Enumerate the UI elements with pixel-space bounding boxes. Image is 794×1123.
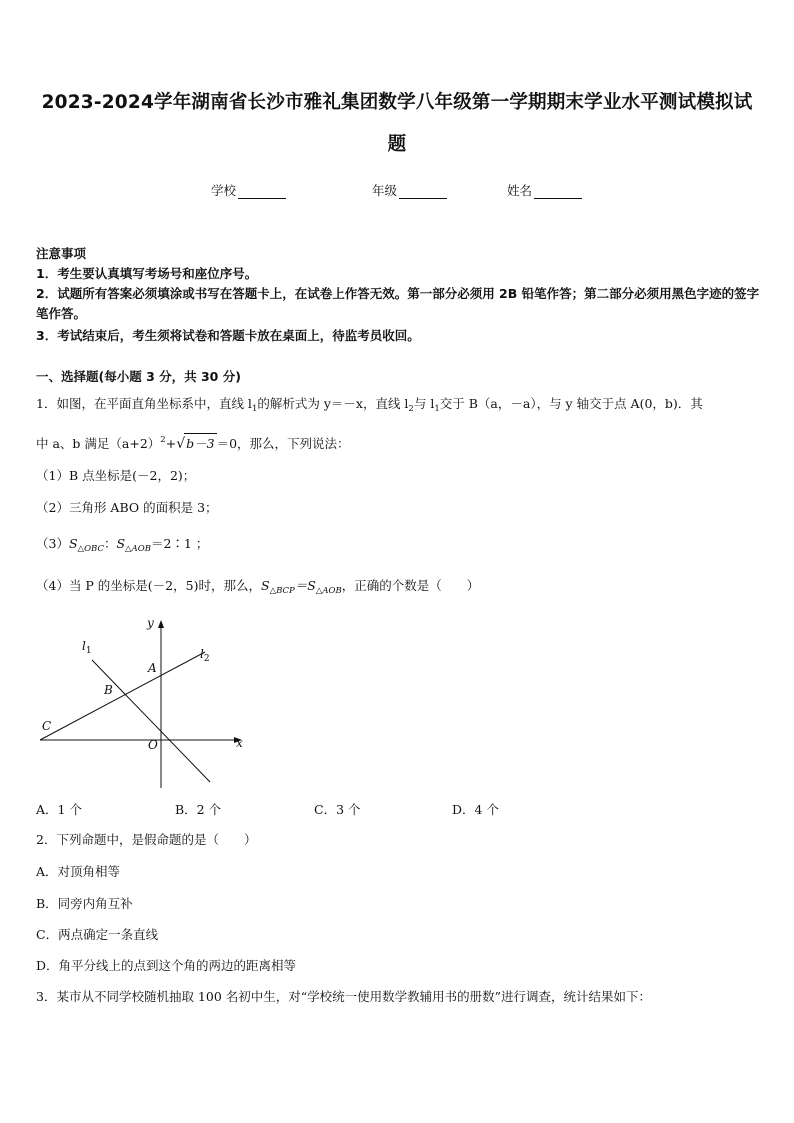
q2-stem: 2．下列命题中，是假命题的是（ ） — [36, 832, 257, 847]
q1-s4-suffix: ，正确的个数是（ ） — [341, 578, 480, 593]
notice-heading: 注意事项 — [36, 246, 87, 261]
q1-sub-2: 2 — [408, 404, 414, 414]
notice-item-2: 2．试题所有答案必须填涂或书写在答题卡上，在试卷上作答无效。第一部分必须用 2B 铅笔作答；第二部分必须用黑色字迹的签字笔作答。 — [36, 286, 760, 321]
q1-coordinate-figure — [30, 612, 260, 792]
section-heading: 一、选择题(每小题 3 分，共 30 分) — [36, 369, 241, 384]
q1-text-f: ＝0，那么，下列说法： — [216, 436, 350, 451]
q1-s3-s2: S — [116, 536, 126, 551]
grade-field[interactable] — [372, 181, 447, 199]
q1-s3-sub2: △AOB — [125, 544, 151, 554]
label-origin: O — [148, 738, 158, 752]
q1-s3-sub1: △OBC — [77, 544, 104, 554]
name-label: 姓名 — [507, 183, 533, 198]
sqrt-icon: √ — [176, 436, 186, 452]
q1-stem-line1 — [36, 394, 703, 419]
line-l2 — [40, 652, 205, 740]
label-l1 — [82, 639, 92, 656]
label-l1-letter: l — [82, 639, 86, 653]
notice-item-1: 1．考生要认真填写考场号和座位序号。 — [36, 266, 258, 281]
q1-text-e: 中 a、b 满足（a+2） — [36, 436, 161, 451]
q3-stem: 3．某市从不同学校随机抽取 100 名初中生，对“学校统一使用数学教辅用书的册数”进行调查，统计结果如下： — [36, 989, 652, 1004]
y-axis-arrow-icon — [158, 620, 164, 628]
q1-s3-s1: S — [68, 536, 78, 551]
grade-label: 年级 — [372, 183, 398, 198]
label-l2-letter: l — [200, 647, 204, 661]
q1-sqrt-radicand: b－3 — [184, 433, 216, 454]
grade-blank[interactable] — [399, 184, 447, 199]
q1-text-d: 交于 B（a，－a），与 y 轴交于点 A(0，b)．其 — [439, 396, 703, 411]
label-x: x — [236, 736, 243, 750]
q1-s4-eq: ＝S — [294, 578, 316, 593]
q2-option-a[interactable]: A．对顶角相等 — [36, 864, 121, 879]
q1-stem-line2 — [36, 430, 350, 454]
label-y: y — [147, 616, 154, 630]
label-c: C — [42, 719, 52, 733]
line-l1 — [92, 660, 210, 782]
q2-option-d[interactable]: D．角平分线上的点到这个角的两边的距离相等 — [36, 958, 297, 973]
notice-item-3: 3．考试结束后，考生须将试卷和答题卡放在桌面上，待监考员收回。 — [36, 328, 420, 343]
q1-s3-colon: ： — [103, 536, 117, 551]
school-label: 学校 — [211, 183, 237, 198]
name-field[interactable] — [507, 181, 582, 199]
q1-statement-2: （2）三角形 ABO 的面积是 3； — [36, 500, 218, 515]
q1-option-b[interactable]: B．2 个 — [175, 802, 222, 817]
school-blank[interactable] — [238, 184, 286, 199]
q1-sup-2: 2 — [160, 435, 166, 445]
label-l2-sub: 2 — [203, 654, 210, 664]
q1-option-a[interactable]: A．1 个 — [36, 802, 82, 817]
q1-s3-ratio: ＝2∶1 ； — [150, 536, 209, 551]
q1-s4-prefix: （4）当 P 的坐标是(－2，5)时，那么， — [36, 578, 261, 593]
exam-title-line1: 2023-2024学年湖南省长沙市雅礼集团数学八年级第一学期期末学业水平测试模拟试 — [41, 92, 753, 113]
label-l2 — [200, 647, 210, 664]
q1-text-a: 1．如图，在平面直角坐标系中，直线 l — [36, 396, 252, 411]
name-blank[interactable] — [534, 184, 582, 199]
q1-option-c[interactable]: C．3 个 — [314, 802, 361, 817]
label-b: B — [104, 683, 113, 697]
q2-option-b[interactable]: B．同旁内角互补 — [36, 896, 133, 911]
q1-sub-3: 1 — [434, 404, 440, 414]
q1-sub-1: 1 — [251, 404, 258, 414]
school-field[interactable] — [211, 181, 286, 199]
q1-statement-1: （1）B 点坐标是(－2，2)； — [36, 468, 196, 483]
label-l1-sub: 1 — [85, 646, 92, 656]
q1-option-d[interactable]: D．4 个 — [452, 802, 499, 817]
q1-s4-sub1: △BCP — [269, 586, 295, 596]
q1-statement-4 — [36, 576, 479, 601]
q1-statement-3 — [36, 534, 208, 559]
q1-text-b: 的解析式为 y＝－x，直线 l — [257, 396, 409, 411]
q1-plus: + — [165, 436, 177, 451]
q1-s4-s1: S — [260, 578, 270, 593]
exam-title-line2: 题 — [387, 134, 407, 155]
q2-option-c[interactable]: C．两点确定一条直线 — [36, 927, 159, 942]
label-a: A — [148, 661, 157, 675]
q1-text-c: 与 l — [413, 396, 435, 411]
q1-s4-sub2: △AOB — [315, 586, 342, 596]
q1-s3-prefix: （3） — [36, 536, 69, 551]
